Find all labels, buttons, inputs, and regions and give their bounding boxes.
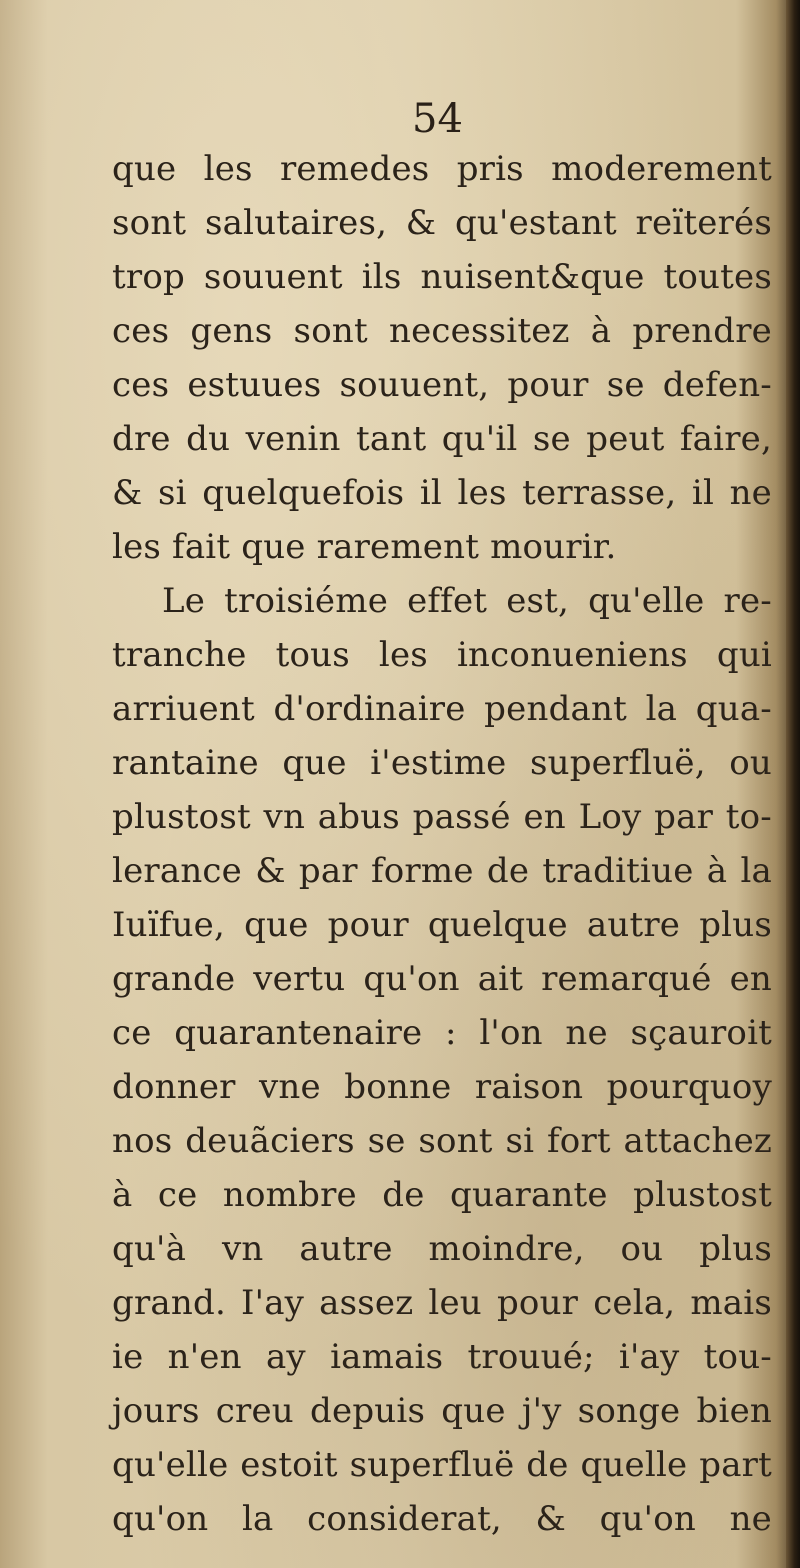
text-line: lerance & par forme de traditiue à la — [112, 851, 772, 891]
text-line: grande vertu qu'on ait remarqué en — [112, 959, 772, 999]
text-line: qu'elle estoit superfluë de quelle part — [112, 1445, 772, 1485]
text-line: plustost vn abus passé en Loy par to- — [112, 797, 772, 837]
text-line: dre du venin tant qu'il se peut faire, — [112, 419, 772, 459]
text-line: qu'on la considerat, & qu'on ne — [112, 1499, 772, 1539]
text-line: trop souuent ils nuisent&que toutes — [112, 257, 772, 297]
text-line: les fait que rarement mourir. — [112, 527, 617, 567]
page-edge-shadow — [786, 0, 800, 1568]
text-line: nos deuãciers se sont si fort attachez — [112, 1121, 772, 1161]
text-line: ces estuues souuent, pour se defen- — [112, 365, 772, 405]
text-line: ce quarantenaire : l'on ne sçauroit — [112, 1013, 772, 1053]
text-line: ie n'en ay iamais trouué; i'ay tou- — [112, 1337, 772, 1377]
text-line: sont salutaires, & qu'estant reïterés — [112, 203, 772, 243]
text-line: Iuïfue, que pour quelque autre plus — [112, 905, 772, 945]
text-line: arriuent d'ordinaire pendant la qua- — [112, 689, 772, 729]
text-line: jours creu depuis que j'y songe bien — [112, 1391, 772, 1431]
page-number: 54 — [412, 96, 463, 142]
text-line: tranche tous les inconueniens qui — [112, 635, 772, 675]
text-line: qu'à vn autre moindre, ou plus — [112, 1229, 772, 1269]
text-line: à ce nombre de quarante plustost — [112, 1175, 772, 1215]
text-line: Le troisiéme effet est, qu'elle re- — [162, 581, 772, 621]
text-line: que les remedes pris moderement — [112, 149, 772, 189]
text-line: & si quelquefois il les terrasse, il ne — [112, 473, 772, 513]
text-line: rantaine que i'estime superfluë, ou — [112, 743, 772, 783]
text-line: ces gens sont necessitez à prendre — [112, 311, 772, 351]
text-line: grand. I'ay assez leu pour cela, mais — [112, 1283, 772, 1323]
text-line: donner vne bonne raison pourquoy — [112, 1067, 772, 1107]
body-text — [112, 142, 772, 1546]
